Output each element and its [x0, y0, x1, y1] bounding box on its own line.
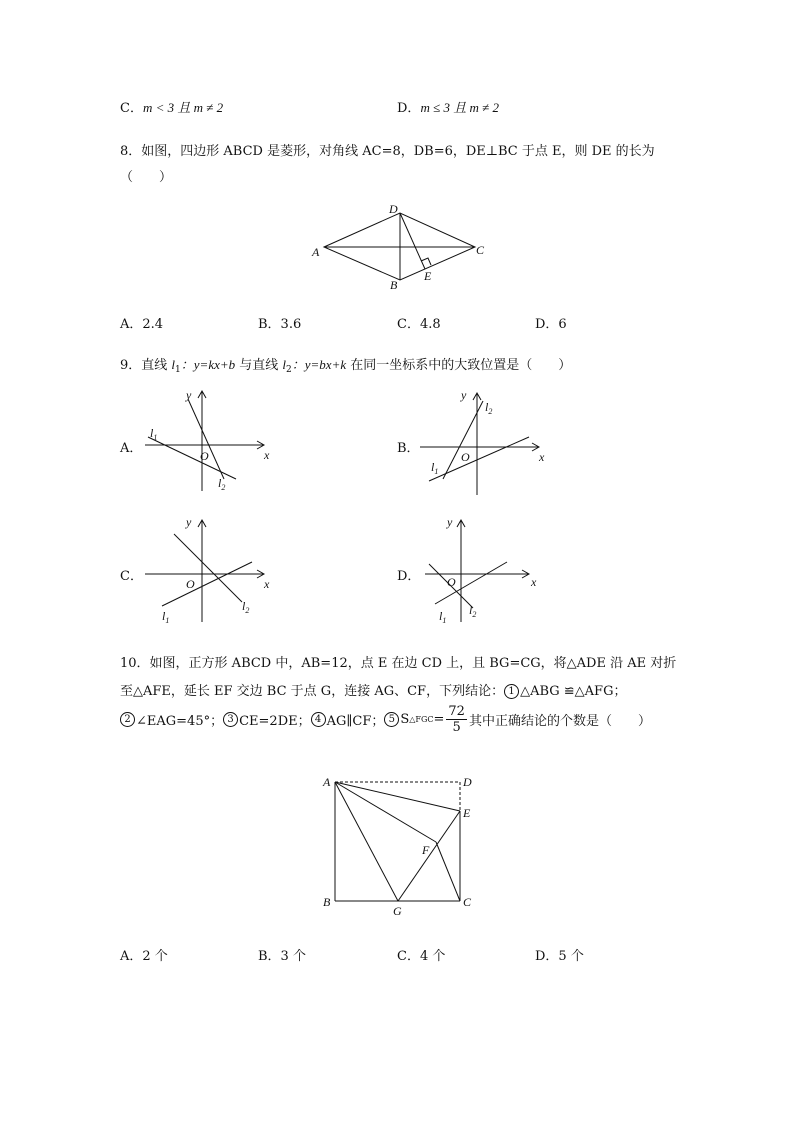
- circled-number-1: 1: [504, 684, 519, 699]
- option-label: C．: [120, 101, 143, 116]
- q8-option-d: D．6: [535, 317, 567, 332]
- svg-text:l1: $l_1$: [431, 460, 439, 476]
- circled-number-4: 4: [311, 712, 326, 727]
- line-l2: [188, 399, 224, 479]
- equation-l2: ：y=bx+k: [291, 357, 347, 372]
- q9-stem: 9．直线 $l_1$：y=kx+b 与直线 $l_2$：y=bx+k 在同一坐标系中的大致位置是（ ）: [120, 357, 572, 375]
- segment-ae: [335, 782, 460, 811]
- question-text: 如图，正方形 ABCD 中，AB=12，点 E 在边 CD 上，且 BG=CG，将△ADE 沿 AE 对折: [149, 656, 677, 671]
- question-number: 8．: [120, 144, 142, 159]
- graph-b: [415, 385, 555, 497]
- question-text: 如图，四边形 ABCD 是菱形，对角线 AC=8，DB=6，DE⊥BC 于点 E，则 DE 的长为: [141, 144, 655, 159]
- svg-text:l1: $l_1$: [150, 426, 158, 442]
- label-g: G: [393, 904, 402, 918]
- svg-text:O: O: [461, 450, 470, 464]
- segment-fc: [436, 842, 460, 901]
- option-label: D．: [397, 101, 421, 116]
- q7-option-d: [397, 97, 499, 116]
- label-b: B: [323, 895, 331, 909]
- graph-b-label: B．: [397, 441, 420, 456]
- circled-number-5: 5: [384, 712, 399, 727]
- svg-text:y: y: [447, 515, 453, 529]
- question-number: 10．: [120, 656, 150, 671]
- q8-answer-paren: （ ）: [120, 170, 173, 185]
- line-l1: [429, 437, 529, 481]
- segment-ag: [335, 782, 398, 901]
- label-a: A: [312, 245, 320, 259]
- q10-option-b: B．3 个: [258, 949, 306, 964]
- svg-text:l2: $l_2$: [242, 599, 250, 615]
- label-e: E: [424, 269, 432, 283]
- line-l1: [435, 562, 507, 604]
- svg-text:y: y: [186, 515, 192, 529]
- circled-number-2: 2: [120, 712, 135, 727]
- fraction-72-5: $\frac{72}{5}$: [448, 704, 465, 735]
- q10-option-c: C．4 个: [397, 949, 446, 964]
- line-l2: [174, 534, 242, 602]
- label-d: D: [389, 202, 398, 216]
- svg-text:y: y: [461, 388, 467, 402]
- q8-stem: [120, 140, 655, 159]
- label-c: C: [476, 243, 485, 257]
- option-text: m ≤ 3 且 m ≠ 2: [420, 100, 499, 115]
- label-f: F: [422, 843, 430, 857]
- q10-option-d: D．5 个: [535, 949, 584, 964]
- q8-rhombus-figure: [300, 198, 500, 298]
- q10-stem-line2: 至△AFE，延长 EF 交边 BC 于点 G，连接 AG、CF，下列结论： 1 △ABG ≌△AFG；: [120, 684, 627, 699]
- svg-text:l2: $l_2$: [469, 603, 477, 619]
- q10-stem-line1: [120, 652, 676, 671]
- equation-l1: ：y=kx+b: [180, 357, 236, 372]
- svg-text:x: x: [264, 448, 270, 462]
- svg-text:l2: $l_2$: [485, 400, 493, 416]
- label-a: A: [323, 775, 331, 789]
- svg-text:x: x: [531, 575, 537, 589]
- line-l1: [162, 562, 252, 606]
- label-c: C: [463, 895, 472, 909]
- svg-text:x: x: [264, 577, 270, 591]
- circled-number-3: 3: [223, 712, 238, 727]
- svg-text:O: O: [200, 449, 209, 463]
- svg-text:O: O: [447, 575, 456, 589]
- question-number: 9．: [120, 358, 142, 373]
- svg-text:l1: $l_1$: [162, 609, 170, 625]
- graph-d: [415, 512, 555, 628]
- label-d: D: [463, 775, 472, 789]
- q8-option-c: C．4.8: [397, 317, 441, 332]
- graph-c: [140, 512, 280, 628]
- svg-text:y: y: [186, 388, 192, 402]
- line-l1: [148, 437, 236, 479]
- graph-d-label: D．: [397, 569, 421, 584]
- graph-c-label: C．: [120, 569, 143, 584]
- q10-option-a: A．2 个: [120, 949, 168, 964]
- q10-stem-line3: 2 ∠EAG=45°； 3 CE=2DE； 4 AG∥CF； 5 S △FGC = $\frac{72}{5}$ 其中正确结论的个数是（ ）: [120, 704, 651, 735]
- graph-a-label: A．: [120, 441, 143, 456]
- svg-text:O: O: [186, 577, 195, 591]
- q7-option-c: [120, 97, 223, 116]
- svg-text:l1: $l_1$: [439, 609, 447, 625]
- q8-option-b: B．3.6: [258, 317, 302, 332]
- segment-af: [335, 782, 436, 842]
- label-e: E: [463, 806, 471, 820]
- svg-text:x: x: [539, 450, 545, 464]
- q10-square-figure: [318, 770, 488, 920]
- svg-text:l2: $l_2$: [218, 476, 226, 492]
- graph-a: [140, 385, 280, 495]
- label-b: B: [390, 278, 398, 292]
- option-text: m < 3 且 m ≠ 2: [142, 100, 224, 115]
- q8-option-a: A．2.4: [120, 317, 164, 332]
